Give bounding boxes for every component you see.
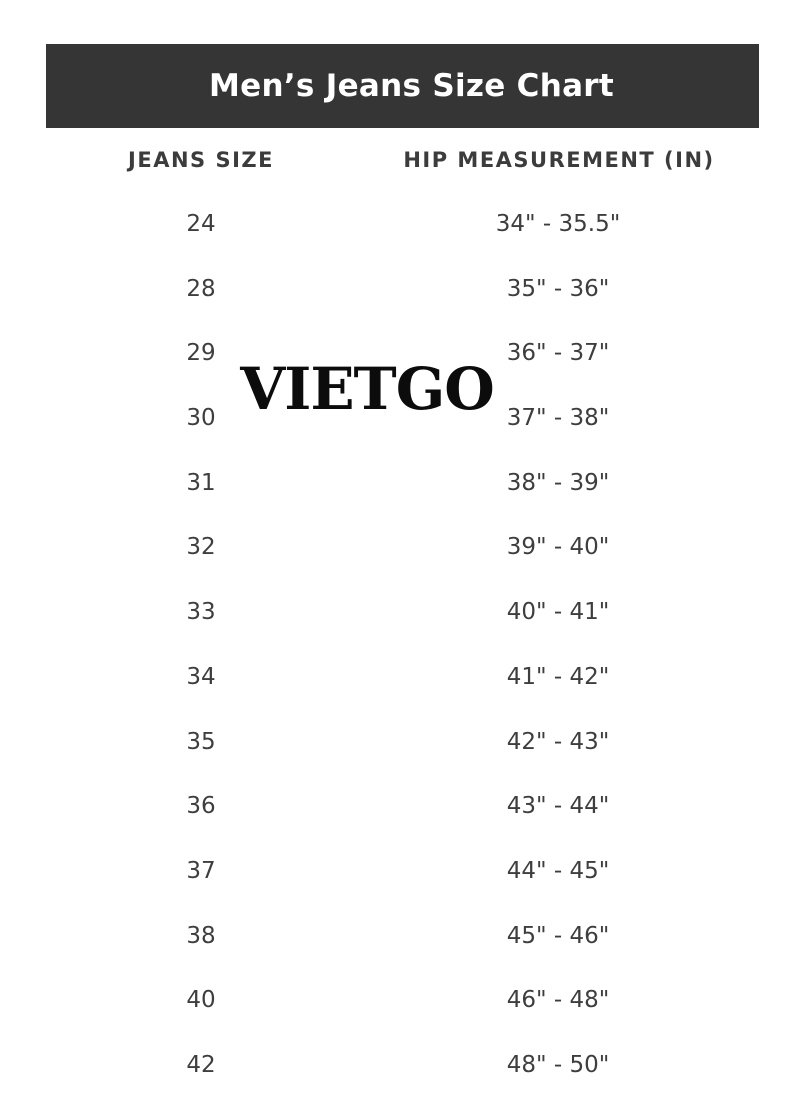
table-row <box>0 970 800 1035</box>
table-row <box>0 582 800 647</box>
hip-measurement-cell: 34" - 35.5" <box>495 211 621 237</box>
hip-measurement-cell: 41" - 42" <box>506 663 610 690</box>
table-row <box>0 1035 800 1100</box>
jeans-size-cell: 31 <box>186 469 216 496</box>
hip-measurement-cell: 43" - 44" <box>506 793 610 820</box>
hip-measurement-cell: 45" - 46" <box>506 922 610 949</box>
hip-measurement-cell: 44" - 45" <box>506 857 610 884</box>
jeans-size-cell: 35 <box>186 728 216 755</box>
jeans-size-cell: 29 <box>186 340 216 367</box>
hip-measurement-cell: 46" - 48" <box>506 987 610 1014</box>
page-title: Men’s Jeans Size Chart <box>208 68 614 104</box>
hip-measurement-cell: 35" - 36" <box>506 275 610 302</box>
table-row <box>0 517 800 582</box>
jeans-size-cell: 37 <box>186 857 216 884</box>
table-row <box>0 841 800 906</box>
jeans-size-cell: 40 <box>186 987 216 1014</box>
jeans-size-cell: 38 <box>186 922 216 949</box>
jeans-size-cell: 36 <box>186 793 216 820</box>
hip-measurement-cell: 36" - 37" <box>506 340 610 367</box>
table-row <box>0 776 800 841</box>
hip-measurement-cell: 37" - 38" <box>506 405 610 432</box>
hip-measurement-cell: 40" - 41" <box>506 599 610 626</box>
table-row <box>0 712 800 777</box>
hip-measurement-cell: 48" - 50" <box>506 1051 610 1078</box>
vietgo-watermark: VIETGO <box>240 355 494 423</box>
hip-measurement-cell: 42" - 43" <box>506 728 610 755</box>
hip-measurement-cell: 39" - 40" <box>506 534 610 561</box>
size-table-body <box>0 194 800 1100</box>
table-row <box>0 906 800 971</box>
jeans-size-cell: 24 <box>186 211 216 237</box>
jeans-size-cell: 33 <box>186 599 216 626</box>
hip-measurement-cell: 38" - 39" <box>506 469 610 496</box>
jeans-size-cell: 34 <box>186 663 216 690</box>
table-row <box>0 647 800 712</box>
jeans-size-cell: 42 <box>186 1051 216 1078</box>
table-row <box>0 259 800 324</box>
table-row <box>0 453 800 518</box>
jeans-size-cell: 28 <box>186 275 216 302</box>
column-header-hip-measurement: HIP MEASUREMENT (IN) <box>403 148 715 172</box>
jeans-size-cell: 32 <box>186 534 216 561</box>
table-row <box>0 194 800 259</box>
jeans-size-cell: 30 <box>186 405 216 432</box>
title-banner <box>46 44 759 128</box>
column-header-jeans-size: JEANS SIZE <box>128 148 274 172</box>
